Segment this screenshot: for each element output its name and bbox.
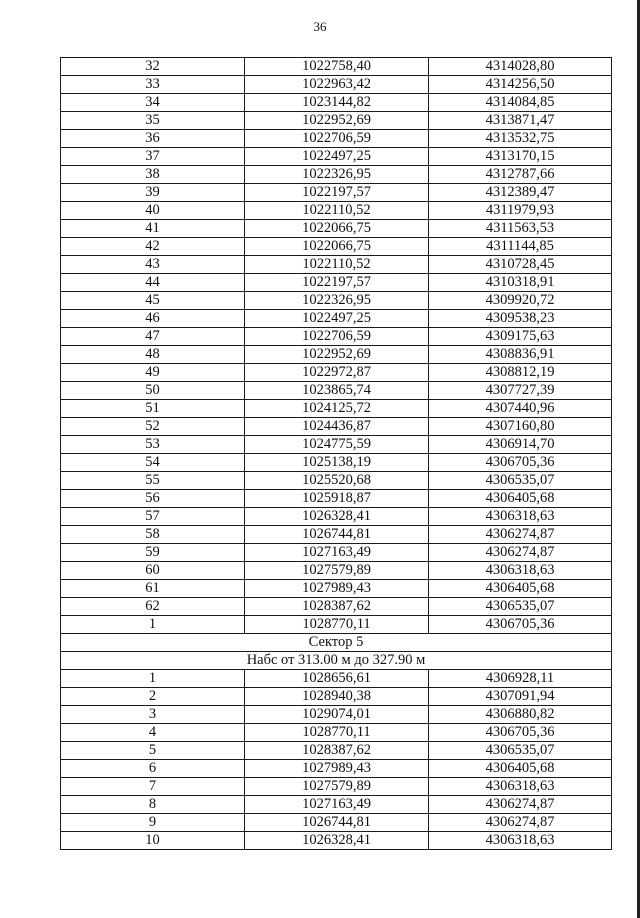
table-row [61,58,612,76]
y-coordinate-cell: 4311563,53 [429,220,612,238]
x-coordinate-cell: 1026328,41 [245,832,429,850]
x-coordinate-cell: 1024775,59 [245,436,429,454]
table-row [61,454,612,472]
point-number-cell: 61 [61,580,245,598]
y-coordinate-cell: 4306705,36 [429,616,612,634]
y-coordinate-cell: 4306405,68 [429,760,612,778]
y-coordinate-cell: 4313170,15 [429,148,612,166]
x-coordinate-cell: 1026328,41 [245,508,429,526]
table-row [61,778,612,796]
y-coordinate-cell: 4310318,91 [429,274,612,292]
y-coordinate-cell: 4306535,07 [429,472,612,490]
y-coordinate-cell: 4306274,87 [429,526,612,544]
table-row [61,580,612,598]
table-row [61,526,612,544]
point-number-cell: 55 [61,472,245,490]
table-row [61,436,612,454]
x-coordinate-cell: 1026744,81 [245,814,429,832]
coordinates-table [60,57,612,850]
y-coordinate-cell: 4308812,19 [429,364,612,382]
table-row [61,238,612,256]
y-coordinate-cell: 4306318,63 [429,562,612,580]
y-coordinate-cell: 4307440,96 [429,400,612,418]
point-number-cell: 51 [61,400,245,418]
point-number-cell: 52 [61,418,245,436]
point-number-cell: 59 [61,544,245,562]
point-number-cell: 42 [61,238,245,256]
point-number-cell: 10 [61,832,245,850]
table-row [61,112,612,130]
x-coordinate-cell: 1022110,52 [245,202,429,220]
y-coordinate-cell: 4306318,63 [429,778,612,796]
y-coordinate-cell: 4312787,66 [429,166,612,184]
x-coordinate-cell: 1025520,68 [245,472,429,490]
y-coordinate-cell: 4306318,63 [429,832,612,850]
point-number-cell: 58 [61,526,245,544]
x-coordinate-cell: 1028770,11 [245,724,429,742]
x-coordinate-cell: 1025918,87 [245,490,429,508]
x-coordinate-cell: 1027579,89 [245,778,429,796]
y-coordinate-cell: 4306705,36 [429,724,612,742]
table-row [61,130,612,148]
table-row [61,688,612,706]
y-coordinate-cell: 4309920,72 [429,292,612,310]
point-number-cell: 33 [61,76,245,94]
point-number-cell: 9 [61,814,245,832]
table-row [61,256,612,274]
table-row [61,724,612,742]
x-coordinate-cell: 1022326,95 [245,292,429,310]
y-coordinate-cell: 4306405,68 [429,490,612,508]
point-number-cell: 60 [61,562,245,580]
point-number-cell: 8 [61,796,245,814]
point-number-cell: 7 [61,778,245,796]
y-coordinate-cell: 4306705,36 [429,454,612,472]
table-row [61,544,612,562]
y-coordinate-cell: 4306405,68 [429,580,612,598]
point-number-cell: 57 [61,508,245,526]
x-coordinate-cell: 1028940,38 [245,688,429,706]
point-number-cell: 48 [61,346,245,364]
y-coordinate-cell: 4306880,82 [429,706,612,724]
y-coordinate-cell: 4306274,87 [429,544,612,562]
x-coordinate-cell: 1023865,74 [245,382,429,400]
x-coordinate-cell: 1027989,43 [245,580,429,598]
y-coordinate-cell: 4311979,93 [429,202,612,220]
point-number-cell: 39 [61,184,245,202]
table-row [61,616,612,634]
x-coordinate-cell: 1022952,69 [245,346,429,364]
x-coordinate-cell: 1027989,43 [245,760,429,778]
y-coordinate-cell: 4310728,45 [429,256,612,274]
table-row [61,202,612,220]
y-coordinate-cell: 4311144,85 [429,238,612,256]
x-coordinate-cell: 1022972,87 [245,364,429,382]
y-coordinate-cell: 4313871,47 [429,112,612,130]
point-number-cell: 6 [61,760,245,778]
point-number-cell: 5 [61,742,245,760]
point-number-cell: 43 [61,256,245,274]
table-row [61,382,612,400]
x-coordinate-cell: 1022952,69 [245,112,429,130]
table-row [61,418,612,436]
point-number-cell: 49 [61,364,245,382]
x-coordinate-cell: 1028387,62 [245,598,429,616]
y-coordinate-cell: 4307091,94 [429,688,612,706]
table-row [61,472,612,490]
x-coordinate-cell: 1022326,95 [245,166,429,184]
point-number-cell: 38 [61,166,245,184]
point-number-cell: 34 [61,94,245,112]
table-row [61,796,612,814]
x-coordinate-cell: 1022963,42 [245,76,429,94]
table-row [61,832,612,850]
y-coordinate-cell: 4306928,11 [429,670,612,688]
x-coordinate-cell: 1029074,01 [245,706,429,724]
table-row [61,76,612,94]
x-coordinate-cell: 1027163,49 [245,544,429,562]
x-coordinate-cell: 1027579,89 [245,562,429,580]
y-coordinate-cell: 4309538,23 [429,310,612,328]
x-coordinate-cell: 1022497,25 [245,310,429,328]
x-coordinate-cell: 1027163,49 [245,796,429,814]
x-coordinate-cell: 1026744,81 [245,526,429,544]
table-row [61,94,612,112]
y-coordinate-cell: 4313532,75 [429,130,612,148]
table-row [61,400,612,418]
point-number-cell: 62 [61,598,245,616]
table-row [61,562,612,580]
section-title-row [61,634,612,652]
point-number-cell: 47 [61,328,245,346]
table-row [61,742,612,760]
y-coordinate-cell: 4307160,80 [429,418,612,436]
x-coordinate-cell: 1028387,62 [245,742,429,760]
point-number-cell: 54 [61,454,245,472]
y-coordinate-cell: 4306274,87 [429,796,612,814]
x-coordinate-cell: 1022110,52 [245,256,429,274]
point-number-cell: 4 [61,724,245,742]
point-number-cell: 40 [61,202,245,220]
point-number-cell: 46 [61,310,245,328]
x-coordinate-cell: 1028656,61 [245,670,429,688]
x-coordinate-cell: 1028770,11 [245,616,429,634]
section-title: Сектор 5 [61,634,612,652]
point-number-cell: 1 [61,616,245,634]
x-coordinate-cell: 1022706,59 [245,328,429,346]
y-coordinate-cell: 4306318,63 [429,508,612,526]
table-row [61,166,612,184]
table-row [61,706,612,724]
x-coordinate-cell: 1022197,57 [245,274,429,292]
table-row [61,220,612,238]
table-row [61,310,612,328]
y-coordinate-cell: 4309175,63 [429,328,612,346]
table-row [61,274,612,292]
table-row [61,184,612,202]
x-coordinate-cell: 1022497,25 [245,148,429,166]
table-row [61,364,612,382]
point-number-cell: 32 [61,58,245,76]
table-row [61,148,612,166]
table-row [61,598,612,616]
point-number-cell: 2 [61,688,245,706]
x-coordinate-cell: 1022197,57 [245,184,429,202]
point-number-cell: 53 [61,436,245,454]
y-coordinate-cell: 4312389,47 [429,184,612,202]
x-coordinate-cell: 1022706,59 [245,130,429,148]
point-number-cell: 35 [61,112,245,130]
point-number-cell: 56 [61,490,245,508]
point-number-cell: 37 [61,148,245,166]
point-number-cell: 36 [61,130,245,148]
table-row [61,670,612,688]
point-number-cell: 44 [61,274,245,292]
y-coordinate-cell: 4314256,50 [429,76,612,94]
point-number-cell: 45 [61,292,245,310]
y-coordinate-cell: 4306535,07 [429,742,612,760]
x-coordinate-cell: 1023144,82 [245,94,429,112]
coordinates-table-body [61,58,612,850]
y-coordinate-cell: 4306274,87 [429,814,612,832]
y-coordinate-cell: 4314028,80 [429,58,612,76]
point-number-cell: 1 [61,670,245,688]
y-coordinate-cell: 4307727,39 [429,382,612,400]
x-coordinate-cell: 1022758,40 [245,58,429,76]
point-number-cell: 41 [61,220,245,238]
y-coordinate-cell: 4306535,07 [429,598,612,616]
x-coordinate-cell: 1025138,19 [245,454,429,472]
x-coordinate-cell: 1022066,75 [245,220,429,238]
y-coordinate-cell: 4314084,85 [429,94,612,112]
x-coordinate-cell: 1022066,75 [245,238,429,256]
table-row [61,814,612,832]
y-coordinate-cell: 4308836,91 [429,346,612,364]
section-subtitle-row [61,652,612,670]
table-row [61,346,612,364]
point-number-cell: 50 [61,382,245,400]
section-subtitle: Набс от 313.00 м до 327.90 м [61,652,612,670]
table-row [61,490,612,508]
table-row [61,292,612,310]
page-number: 36 [313,19,327,34]
table-row [61,328,612,346]
table-row [61,760,612,778]
x-coordinate-cell: 1024436,87 [245,418,429,436]
y-coordinate-cell: 4306914,70 [429,436,612,454]
point-number-cell: 3 [61,706,245,724]
table-row [61,508,612,526]
x-coordinate-cell: 1024125,72 [245,400,429,418]
